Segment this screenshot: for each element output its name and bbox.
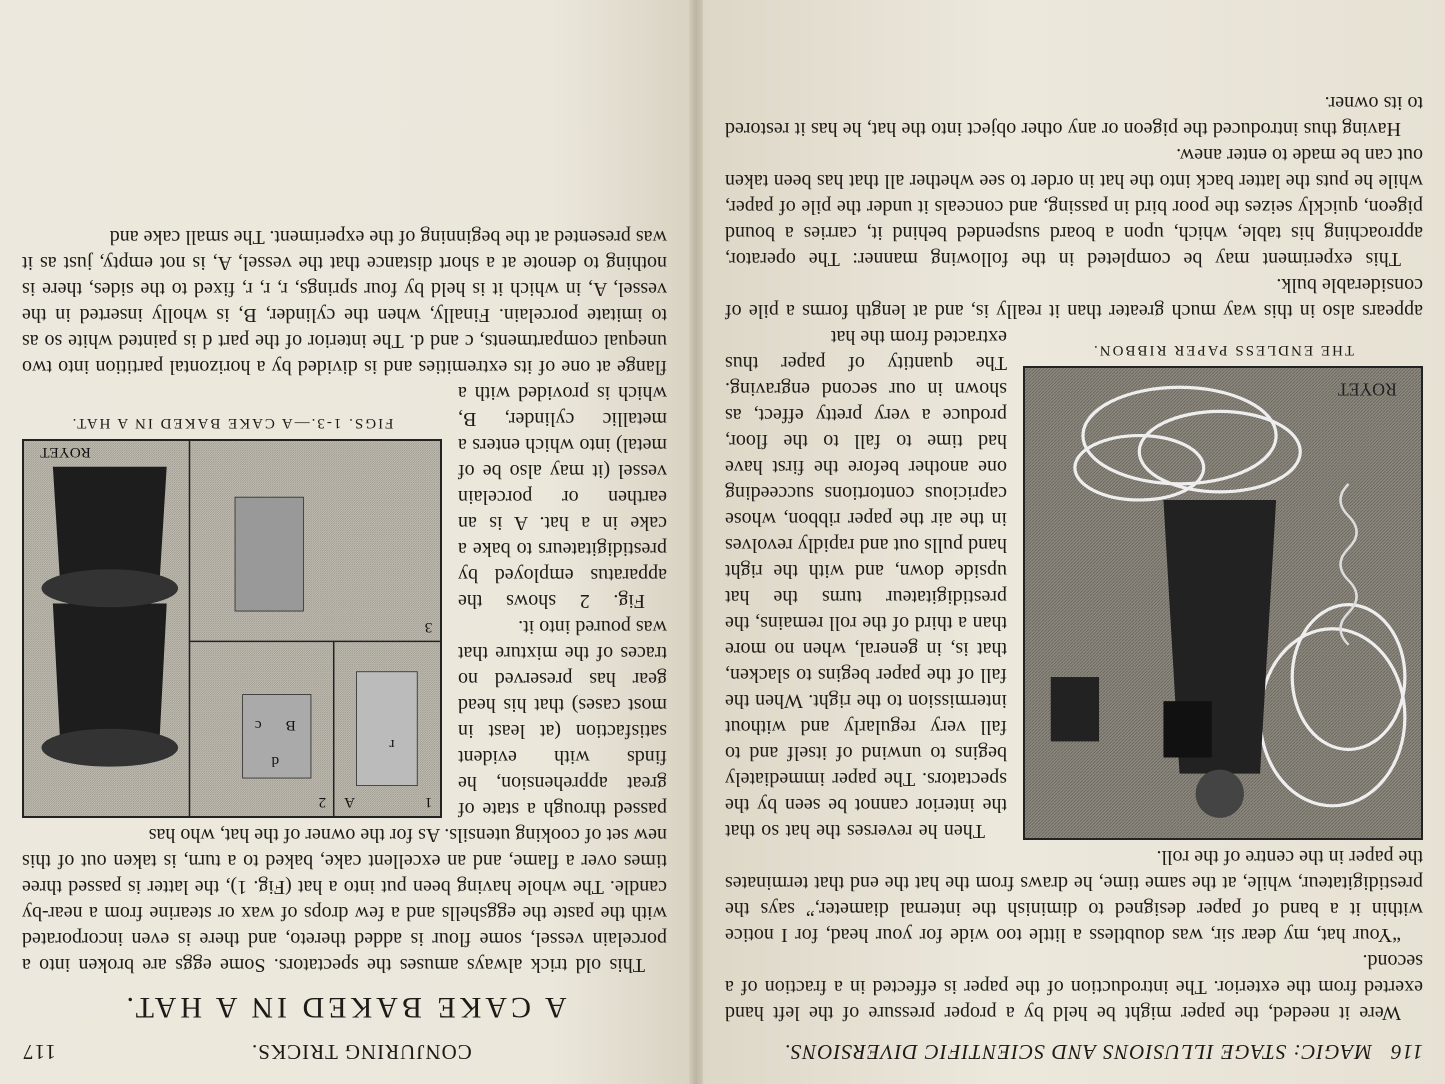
engraver-signature: ROYET bbox=[40, 443, 91, 461]
paragraph: appears also in this way much greater than it really is, and at length forms a pile of considerable bulk. bbox=[725, 274, 1423, 322]
running-head bbox=[725, 1038, 1423, 1066]
page-117-text bbox=[22, 224, 667, 978]
figure-label: d bbox=[271, 752, 280, 770]
figure-label: A bbox=[344, 793, 355, 811]
figure-label: c bbox=[254, 717, 262, 735]
figure-label: 2 bbox=[318, 793, 327, 811]
chapter-title: A CAKE BAKED IN A HAT. bbox=[122, 991, 567, 1024]
paragraph: Fig. 2 shows the apparatus employed by prestidigitateurs to bake a cake in a hat. A is an earthen or porcelain vessel (it may also be of metal) into which enters a metallic cylinder, B, which is provided with a flange at one of its extremities and is divided by a horizontal partition into two unequal compartments, c and d. The interior of the part d is painted white so as to imitate porcelain. Finally, when the cylinder, B, is wholly inserted in the vessel, A, in which it is held by four springs, r, r, r, fixed to the sides, there is nothing to denote at a short distance that the vessel, A, is not empty, just as it was presented at the beginning of the experiment. The small cake and bbox=[22, 226, 667, 612]
figure-label: r bbox=[389, 736, 395, 754]
figure-endless-paper-ribbon bbox=[1023, 340, 1423, 840]
figure-cake-in-hat bbox=[22, 413, 442, 818]
paragraph: This old trick always amuses the spectators. Some eggs are broken into a porcelain vessel, some flour is added thereto, and there is even incorporated with the paste the eggshells and a few drops of wax or stearine from a near-by candle. The whole having been put into a hat (Fig. 1), the latter is passed three times over a flame, and an excellent cake, baked to a turn, is taken out of this new set of cooking utensils. As for the owner of the hat, who has bbox=[22, 824, 667, 976]
paragraph: “Your hat, my dear sir, was doubtless a little too wide for your head, for I notice within it a band of paper designed to diminish the internal diameter,” says the prestidigitateur, while, at the same time, he draws from the hat the end that terminates the paper in the centre of the roll. bbox=[725, 846, 1423, 946]
paragraph: Having thus introduced the pigeon or any other object into the hat, he has it restored to its owner. bbox=[725, 92, 1423, 140]
figure-label: 3 bbox=[424, 619, 433, 637]
page-116 bbox=[703, 0, 1445, 1084]
page-117 bbox=[0, 0, 689, 1084]
figure-frame bbox=[1023, 366, 1423, 840]
engraving-paper-ribbon bbox=[1025, 368, 1421, 838]
running-head bbox=[22, 1038, 667, 1066]
running-head-text: CONJURING TRICKS. bbox=[250, 1040, 472, 1064]
page-number: 116 bbox=[1390, 1040, 1423, 1064]
engraver-signature: ROYET bbox=[1337, 379, 1397, 400]
book-gutter bbox=[689, 0, 703, 1084]
figure-caption: THE ENDLESS PAPER RIBBON. bbox=[1092, 341, 1354, 358]
engraving-cake-hat bbox=[24, 441, 440, 816]
figure-label: B bbox=[285, 717, 296, 735]
paragraph: This experiment may be completed in the following manner: The operator, approaching his table, which, upon a board suspended behind it, carries a bound pigeon, quickly seizes the poor bird in passing, and conceals it under the pile of paper, while he puts the latter back into the hat in order to see whether all that has been taken out can be made to enter anew. bbox=[725, 144, 1423, 270]
paragraph: passed through a state of great apprehension, he finds with evident satisfaction (at least in most cases) that his head gear has preserved no traces of the mixture that was poured into it. bbox=[458, 616, 667, 820]
running-head-text: MAGIC: STAGE ILLUSIONS AND SCIENTIFIC DIVERSIONS. bbox=[783, 1040, 1373, 1064]
paragraph: Were it needed, the paper might be held by a proper pressure of the left hand exerted from the exterior. The introduction of the paper is effected in a fraction of a second. bbox=[725, 950, 1423, 1024]
figure-label: 1 bbox=[424, 793, 433, 811]
page-number: 117 bbox=[22, 1040, 56, 1064]
figure-frame bbox=[22, 439, 442, 818]
paragraph: Then he reverses the hat so that the interior cannot be seen by the spectators. The paper immediately begins to unwind of itself and to fall very regularly and without intermission to the right. When the fall of the paper begins to slacken, that is, in general, when no more than a third of the roll remains, the prestidigitateur turns the hat upside down, and with the right hand pulls out and rapidly revolves in the air the paper ribbon, whose capricious contortions succeeding one another before the first have had time to fall to the floor, produce a very pretty effect, as shown in our second engraving. The quantity of paper thus extracted from the hat bbox=[725, 326, 1007, 842]
figure-caption: FIGS. 1-3.—A CAKE BAKED IN A HAT. bbox=[70, 415, 394, 431]
page-116-text bbox=[725, 90, 1423, 1026]
